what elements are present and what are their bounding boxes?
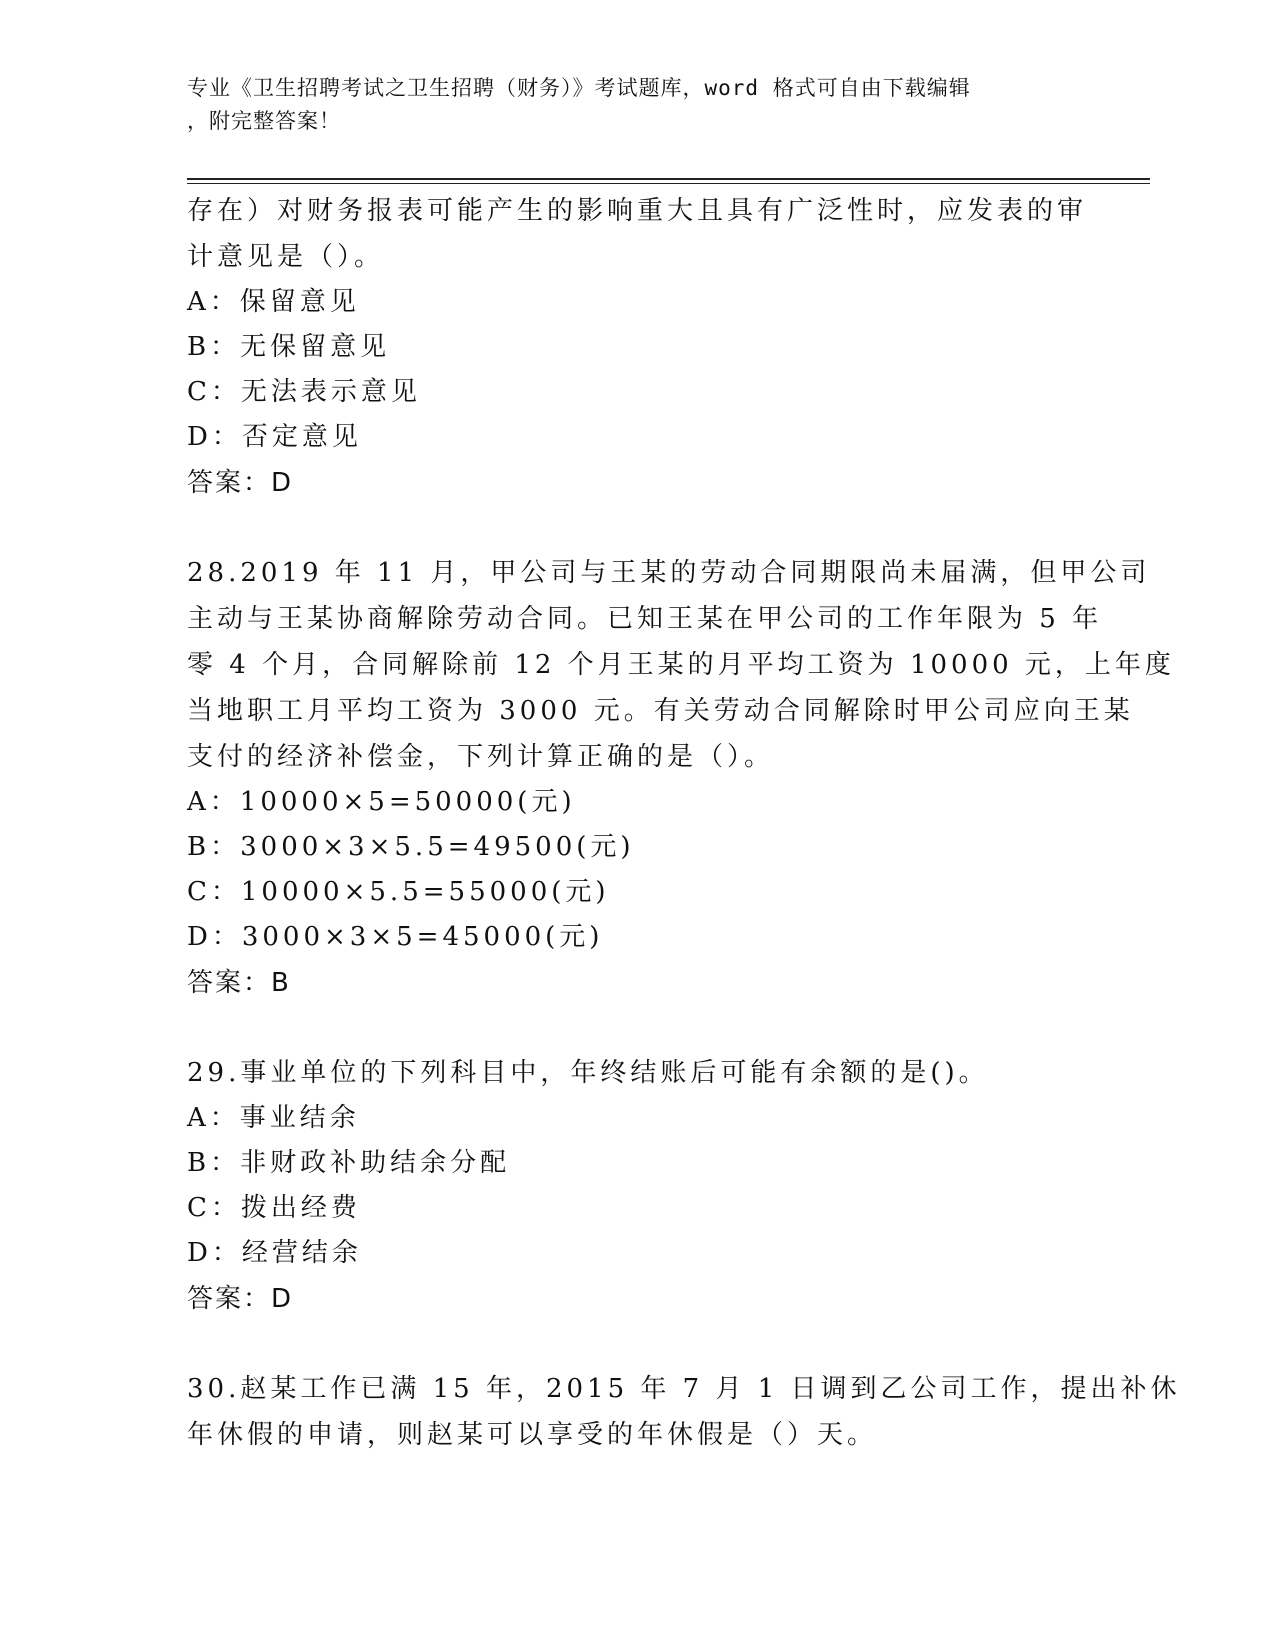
document-header [187,72,1087,138]
header-line-1: 专业《卫生招聘考试之卫生招聘（财务）》考试题库，word 格式可自由下载编辑 [187,76,971,100]
answer-label: 答案：D [187,1284,294,1314]
option-c: C：拨出经费 [187,1193,361,1223]
header-divider-thick [187,178,1150,180]
option-d: D：经营结余 [187,1238,362,1268]
answer-label: 答案：B [187,968,291,998]
option-b: B：3000×3×5.5=49500(元) [187,832,635,862]
option-d: D：否定意见 [187,422,362,452]
option-a: A：事业结余 [187,1103,360,1133]
question-stem-line: 主动与王某协商解除劳动合同。已知王某在甲公司的工作年限为 5 年 [187,604,1103,634]
question-29 [187,1050,1087,1322]
question-stem-line: 支付的经济补偿金，下列计算正确的是（）。 [187,742,775,772]
question-stem-line: 年休假的申请，则赵某可以享受的年休假是（）天。 [187,1420,878,1450]
option-b: B：无保留意见 [187,332,391,362]
option-c: C：无法表示意见 [187,377,421,407]
header-divider-thin [187,183,1150,184]
question-stem-line: 计意见是（）。 [187,242,385,272]
option-b: B：非财政补助结余分配 [187,1148,511,1178]
answer-label: 答案：D [187,468,294,498]
option-a: A：10000×5=50000(元) [187,787,576,817]
question-list [187,188,1181,1458]
question-stem-line: 28.2019 年 11 月，甲公司与王某的劳动合同期限尚未届满，但甲公司 [187,558,1151,588]
option-d: D：3000×3×5=45000(元) [187,922,604,952]
header-line-2: ，附完整答案！ [187,109,341,133]
question-stem-line: 存在）对财务报表可能产生的影响重大且具有广泛性时，应发表的审 [187,196,1088,226]
option-a: A：保留意见 [187,287,360,317]
question-stem-line: 当地职工月平均工资为 3000 元。有关劳动合同解除时甲公司应向王某 [187,696,1134,726]
question-27 [187,188,1087,506]
question-stem-line: 零 4 个月，合同解除前 12 个月王某的月平均工资为 10000 元，上年度 [187,650,1175,680]
question-30 [187,1366,1181,1458]
question-stem-line: 29.事业单位的下列科目中，年终结账后可能有余额的是()。 [187,1058,989,1088]
question-stem-line: 30.赵某工作已满 15 年，2015 年 7 月 1 日调到乙公司工作，提出补休 [187,1374,1181,1404]
question-28 [187,550,1175,1006]
option-c: C：10000×5.5=55000(元) [187,877,610,907]
